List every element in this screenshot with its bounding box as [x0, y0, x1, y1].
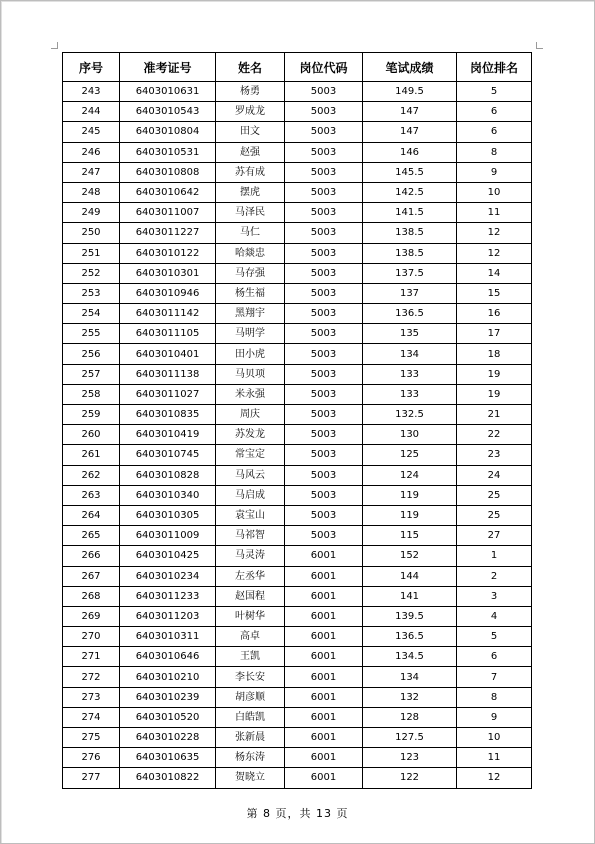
- cell-post-code: 5003: [285, 505, 363, 525]
- cell-name: 田小虎: [216, 344, 285, 364]
- cell-post-rank: 5: [457, 627, 532, 647]
- cell-name: 杨勇: [216, 82, 285, 102]
- cell-written-score: 133: [363, 364, 457, 384]
- cell-post-rank: 12: [457, 223, 532, 243]
- table-row: [63, 485, 532, 505]
- cell-seq: 262: [63, 465, 120, 485]
- table-row: [63, 526, 532, 546]
- cell-exam-id: 6403010835: [120, 405, 216, 425]
- cell-post-rank: 12: [457, 243, 532, 263]
- cell-written-score: 134: [363, 344, 457, 364]
- table-row: [63, 768, 532, 788]
- cell-written-score: 132: [363, 687, 457, 707]
- cell-post-rank: 22: [457, 425, 532, 445]
- cell-written-score: 125: [363, 445, 457, 465]
- cell-post-code: 5003: [285, 283, 363, 303]
- cell-written-score: 138.5: [363, 243, 457, 263]
- table-row: [63, 425, 532, 445]
- cell-post-rank: 3: [457, 586, 532, 606]
- table-row: [63, 384, 532, 404]
- cell-post-code: 5003: [285, 102, 363, 122]
- table-row: [63, 142, 532, 162]
- cell-seq: 245: [63, 122, 120, 142]
- cell-post-code: 5003: [285, 182, 363, 202]
- cell-name: 贺晓立: [216, 768, 285, 788]
- cell-written-score: 128: [363, 707, 457, 727]
- cell-name: 左丞华: [216, 566, 285, 586]
- cell-exam-id: 6403010520: [120, 707, 216, 727]
- cell-exam-id: 6403010401: [120, 344, 216, 364]
- table-row: [63, 223, 532, 243]
- cell-name: 王凯: [216, 647, 285, 667]
- cell-exam-id: 6403011203: [120, 606, 216, 626]
- cell-seq: 269: [63, 606, 120, 626]
- cell-post-rank: 23: [457, 445, 532, 465]
- cell-post-rank: 7: [457, 667, 532, 687]
- cell-name: 米永强: [216, 384, 285, 404]
- table-row: [63, 505, 532, 525]
- cell-post-code: 5003: [285, 405, 363, 425]
- cell-written-score: 141: [363, 586, 457, 606]
- cell-post-rank: 14: [457, 263, 532, 283]
- cell-exam-id: 6403010631: [120, 82, 216, 102]
- cell-seq: 266: [63, 546, 120, 566]
- cell-seq: 277: [63, 768, 120, 788]
- cell-post-rank: 11: [457, 203, 532, 223]
- cell-post-rank: 27: [457, 526, 532, 546]
- table-row: [63, 445, 532, 465]
- cell-post-rank: 4: [457, 606, 532, 626]
- cell-post-rank: 11: [457, 748, 532, 768]
- table-row: [63, 102, 532, 122]
- cell-post-code: 5003: [285, 425, 363, 445]
- table-row: [63, 243, 532, 263]
- table-header-row: [63, 53, 532, 82]
- header-seq: 序号: [63, 53, 120, 82]
- cell-post-code: 5003: [285, 203, 363, 223]
- cell-name: 马明学: [216, 324, 285, 344]
- table-row: [63, 465, 532, 485]
- cell-name: 高卓: [216, 627, 285, 647]
- cell-written-score: 115: [363, 526, 457, 546]
- cell-post-code: 6001: [285, 707, 363, 727]
- cell-post-rank: 6: [457, 102, 532, 122]
- cell-seq: 256: [63, 344, 120, 364]
- cell-seq: 271: [63, 647, 120, 667]
- cell-seq: 253: [63, 283, 120, 303]
- cell-name: 马仁: [216, 223, 285, 243]
- cell-exam-id: 6403010239: [120, 687, 216, 707]
- cell-exam-id: 6403010646: [120, 647, 216, 667]
- cell-exam-id: 6403011027: [120, 384, 216, 404]
- cell-seq: 250: [63, 223, 120, 243]
- cell-exam-id: 6403010419: [120, 425, 216, 445]
- table-row: [63, 566, 532, 586]
- cell-seq: 247: [63, 162, 120, 182]
- cell-written-score: 122: [363, 768, 457, 788]
- table-row: [63, 627, 532, 647]
- cell-written-score: 138.5: [363, 223, 457, 243]
- cell-written-score: 137: [363, 283, 457, 303]
- cell-written-score: 149.5: [363, 82, 457, 102]
- cell-name: 苏有成: [216, 162, 285, 182]
- cell-post-code: 5003: [285, 485, 363, 505]
- header-written-score: 笔试成绩: [363, 53, 457, 82]
- cell-post-code: 5003: [285, 263, 363, 283]
- table-row: [63, 728, 532, 748]
- cell-exam-id: 6403011009: [120, 526, 216, 546]
- cell-seq: 259: [63, 405, 120, 425]
- cell-post-rank: 9: [457, 707, 532, 727]
- table-row: [63, 707, 532, 727]
- table-row: [63, 748, 532, 768]
- cell-written-score: 147: [363, 102, 457, 122]
- cell-post-rank: 25: [457, 485, 532, 505]
- cell-exam-id: 6403010543: [120, 102, 216, 122]
- cell-written-score: 134: [363, 667, 457, 687]
- cell-exam-id: 6403010228: [120, 728, 216, 748]
- cell-post-code: 5003: [285, 344, 363, 364]
- cell-written-score: 144: [363, 566, 457, 586]
- cell-name: 摆虎: [216, 182, 285, 202]
- cell-written-score: 152: [363, 546, 457, 566]
- cell-exam-id: 6403011105: [120, 324, 216, 344]
- cell-written-score: 119: [363, 505, 457, 525]
- cell-post-rank: 2: [457, 566, 532, 586]
- cell-seq: 276: [63, 748, 120, 768]
- cell-name: 黑翔宇: [216, 304, 285, 324]
- cell-post-rank: 25: [457, 505, 532, 525]
- table-row: [63, 546, 532, 566]
- cell-exam-id: 6403010804: [120, 122, 216, 142]
- cell-seq: 252: [63, 263, 120, 283]
- cell-written-score: 132.5: [363, 405, 457, 425]
- cell-post-rank: 17: [457, 324, 532, 344]
- cell-post-rank: 15: [457, 283, 532, 303]
- cell-post-rank: 10: [457, 182, 532, 202]
- cell-name: 袁宝山: [216, 505, 285, 525]
- cell-name: 杨生福: [216, 283, 285, 303]
- cell-exam-id: 6403010531: [120, 142, 216, 162]
- cell-seq: 248: [63, 182, 120, 202]
- cell-exam-id: 6403010340: [120, 485, 216, 505]
- table-row: [63, 122, 532, 142]
- cell-post-code: 5003: [285, 465, 363, 485]
- cell-exam-id: 6403010122: [120, 243, 216, 263]
- table-row: [63, 304, 532, 324]
- cell-post-rank: 6: [457, 647, 532, 667]
- table-row: [63, 364, 532, 384]
- cell-post-rank: 18: [457, 344, 532, 364]
- cell-post-code: 6001: [285, 627, 363, 647]
- cell-seq: 251: [63, 243, 120, 263]
- cell-written-score: 139.5: [363, 606, 457, 626]
- table-row: [63, 586, 532, 606]
- cell-seq: 272: [63, 667, 120, 687]
- cell-post-rank: 12: [457, 768, 532, 788]
- cell-exam-id: 6403011138: [120, 364, 216, 384]
- cell-post-code: 5003: [285, 364, 363, 384]
- cell-seq: 275: [63, 728, 120, 748]
- cell-written-score: 147: [363, 122, 457, 142]
- cell-written-score: 145.5: [363, 162, 457, 182]
- cell-exam-id: 6403010642: [120, 182, 216, 202]
- cell-name: 赵国程: [216, 586, 285, 606]
- cell-written-score: 137.5: [363, 263, 457, 283]
- cell-exam-id: 6403011142: [120, 304, 216, 324]
- cell-exam-id: 6403010234: [120, 566, 216, 586]
- cell-written-score: 119: [363, 485, 457, 505]
- cell-post-rank: 19: [457, 364, 532, 384]
- cell-post-code: 5003: [285, 122, 363, 142]
- cell-post-rank: 8: [457, 687, 532, 707]
- cell-post-code: 6001: [285, 768, 363, 788]
- cell-post-rank: 9: [457, 162, 532, 182]
- cell-exam-id: 6403010946: [120, 283, 216, 303]
- cell-seq: 273: [63, 687, 120, 707]
- cell-written-score: 123: [363, 748, 457, 768]
- table-row: [63, 344, 532, 364]
- table-row: [63, 405, 532, 425]
- cell-name: 马贝项: [216, 364, 285, 384]
- cell-seq: 255: [63, 324, 120, 344]
- cell-name: 马存强: [216, 263, 285, 283]
- cell-seq: 243: [63, 82, 120, 102]
- table-row: [63, 687, 532, 707]
- cell-name: 胡彦顺: [216, 687, 285, 707]
- cell-name: 张新晨: [216, 728, 285, 748]
- table-row: [63, 283, 532, 303]
- cell-post-code: 6001: [285, 647, 363, 667]
- cell-post-code: 6001: [285, 586, 363, 606]
- cell-exam-id: 6403010828: [120, 465, 216, 485]
- cell-post-code: 6001: [285, 566, 363, 586]
- cell-exam-id: 6403011233: [120, 586, 216, 606]
- cell-exam-id: 6403010808: [120, 162, 216, 182]
- cell-post-code: 5003: [285, 526, 363, 546]
- cell-exam-id: 6403011007: [120, 203, 216, 223]
- cell-post-code: 5003: [285, 162, 363, 182]
- cell-written-score: 127.5: [363, 728, 457, 748]
- cell-seq: 267: [63, 566, 120, 586]
- cell-post-code: 6001: [285, 546, 363, 566]
- cell-seq: 263: [63, 485, 120, 505]
- margin-corner-mark: [51, 42, 58, 49]
- cell-seq: 270: [63, 627, 120, 647]
- cell-seq: 258: [63, 384, 120, 404]
- cell-seq: 265: [63, 526, 120, 546]
- header-name: 姓名: [216, 53, 285, 82]
- score-table: [62, 52, 532, 789]
- cell-post-rank: 1: [457, 546, 532, 566]
- table-row: [63, 182, 532, 202]
- cell-name: 常宝定: [216, 445, 285, 465]
- cell-exam-id: 6403011227: [120, 223, 216, 243]
- cell-post-rank: 21: [457, 405, 532, 425]
- cell-post-rank: 16: [457, 304, 532, 324]
- cell-name: 赵强: [216, 142, 285, 162]
- cell-seq: 264: [63, 505, 120, 525]
- cell-name: 马灵涛: [216, 546, 285, 566]
- cell-written-score: 134.5: [363, 647, 457, 667]
- cell-exam-id: 6403010305: [120, 505, 216, 525]
- table-row: [63, 324, 532, 344]
- cell-seq: 268: [63, 586, 120, 606]
- cell-seq: 244: [63, 102, 120, 122]
- header-post-code: 岗位代码: [285, 53, 363, 82]
- cell-name: 罗成龙: [216, 102, 285, 122]
- cell-written-score: 136.5: [363, 627, 457, 647]
- cell-name: 苏发龙: [216, 425, 285, 445]
- cell-post-code: 5003: [285, 142, 363, 162]
- margin-corner-mark: [536, 42, 543, 49]
- cell-seq: 249: [63, 203, 120, 223]
- table-row: [63, 82, 532, 102]
- cell-name: 马风云: [216, 465, 285, 485]
- cell-post-code: 5003: [285, 243, 363, 263]
- cell-written-score: 130: [363, 425, 457, 445]
- cell-post-code: 5003: [285, 324, 363, 344]
- cell-written-score: 133: [363, 384, 457, 404]
- table-row: [63, 162, 532, 182]
- cell-written-score: 124: [363, 465, 457, 485]
- cell-name: 马启成: [216, 485, 285, 505]
- cell-post-rank: 10: [457, 728, 532, 748]
- table-row: [63, 647, 532, 667]
- table-row: [63, 203, 532, 223]
- cell-post-rank: 19: [457, 384, 532, 404]
- page-number: 第 8 页，共 13 页: [246, 807, 349, 820]
- cell-post-rank: 8: [457, 142, 532, 162]
- cell-post-code: 5003: [285, 384, 363, 404]
- cell-name: 哈燚忠: [216, 243, 285, 263]
- table-row: [63, 263, 532, 283]
- cell-exam-id: 6403010425: [120, 546, 216, 566]
- cell-post-code: 5003: [285, 82, 363, 102]
- cell-exam-id: 6403010822: [120, 768, 216, 788]
- cell-exam-id: 6403010311: [120, 627, 216, 647]
- cell-post-code: 6001: [285, 606, 363, 626]
- cell-seq: 246: [63, 142, 120, 162]
- cell-seq: 257: [63, 364, 120, 384]
- cell-name: 田文: [216, 122, 285, 142]
- cell-name: 杨东涛: [216, 748, 285, 768]
- cell-post-code: 6001: [285, 687, 363, 707]
- cell-name: 马泽民: [216, 203, 285, 223]
- cell-exam-id: 6403010745: [120, 445, 216, 465]
- cell-written-score: 142.5: [363, 182, 457, 202]
- cell-seq: 274: [63, 707, 120, 727]
- cell-post-rank: 6: [457, 122, 532, 142]
- cell-exam-id: 6403010635: [120, 748, 216, 768]
- cell-name: 白皓凯: [216, 707, 285, 727]
- header-exam-id: 准考证号: [120, 53, 216, 82]
- cell-seq: 260: [63, 425, 120, 445]
- cell-name: 周庆: [216, 405, 285, 425]
- cell-name: 叶树华: [216, 606, 285, 626]
- cell-written-score: 141.5: [363, 203, 457, 223]
- table-row: [63, 667, 532, 687]
- cell-written-score: 135: [363, 324, 457, 344]
- cell-post-rank: 5: [457, 82, 532, 102]
- cell-written-score: 146: [363, 142, 457, 162]
- cell-seq: 254: [63, 304, 120, 324]
- cell-exam-id: 6403010210: [120, 667, 216, 687]
- table-row: [63, 606, 532, 626]
- cell-post-code: 6001: [285, 748, 363, 768]
- cell-exam-id: 6403010301: [120, 263, 216, 283]
- cell-post-code: 5003: [285, 223, 363, 243]
- cell-seq: 261: [63, 445, 120, 465]
- cell-written-score: 136.5: [363, 304, 457, 324]
- cell-post-code: 6001: [285, 667, 363, 687]
- cell-post-code: 5003: [285, 304, 363, 324]
- cell-name: 马祁智: [216, 526, 285, 546]
- header-post-rank: 岗位排名: [457, 53, 532, 82]
- cell-post-rank: 24: [457, 465, 532, 485]
- cell-name: 李长安: [216, 667, 285, 687]
- cell-post-code: 5003: [285, 445, 363, 465]
- cell-post-code: 6001: [285, 728, 363, 748]
